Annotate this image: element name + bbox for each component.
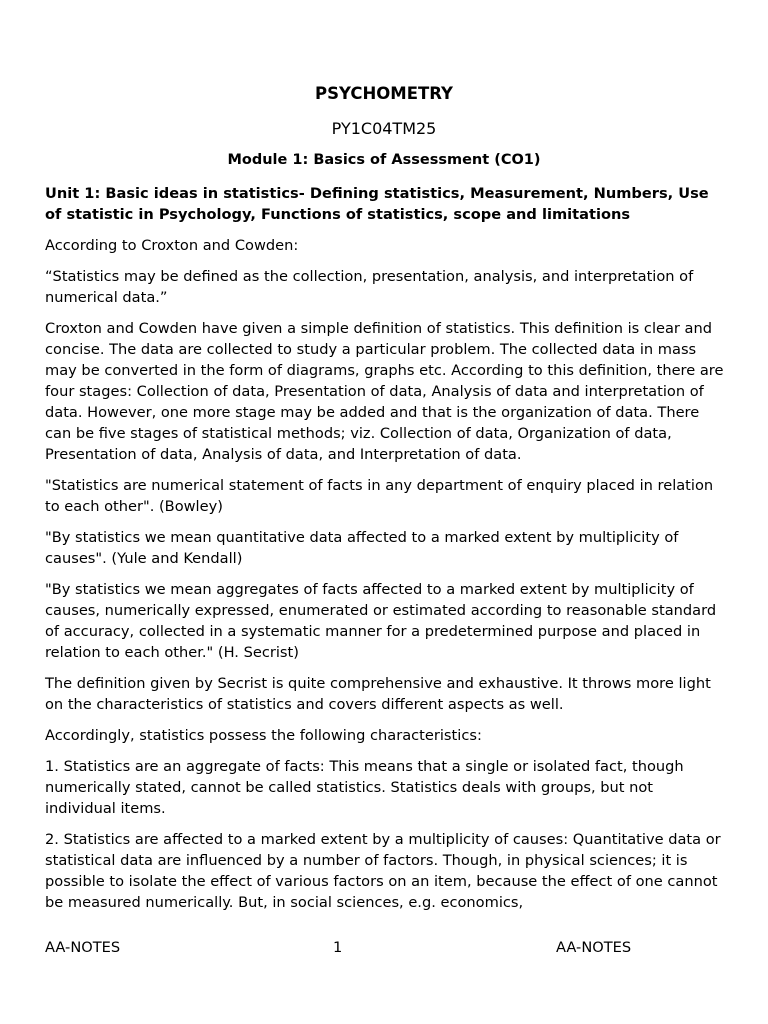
course-code: PY1C04TM25 [331,119,437,138]
paragraph: 2. Statistics are affected to a marked extent by a multiplicity of causes: Quantitative data or statistical data are influenced by a number of factors. Though, in physical sciences; it is possible to isolate the effect of various factors on an item, because the effect of one cannot be measured numerically. But, in social sciences, e.g. economics, [45,831,721,911]
paragraph: Croxton and Cowden have given a simple definition of statistics. This definition is clear and concise. The data are collected to study a particular problem. The collected data in mass may be converted in the form of diagrams, graphs etc. According to this definition, there are four stages: Collection of data, Presentation of data, Analysis of data and interpretation of data. However, one more stage may be added and that is the organization of data. There can be five stages of statistical methods; viz. Collection of data, Organization of data, Presentation of data, Analysis of data, and Interpretation of data. [45,320,724,463]
unit-heading: Unit 1: Basic ideas in statistics- Defining statistics, Measurement, Numbers, Use of statistic in Psychology, Functions of statistics, scope and limitations [45,185,709,223]
paragraph: “Statistics may be defined as the collection, presentation, analysis, and interpretation of numerical data.” [45,268,694,306]
paragraph: The definition given by Secrist is quite comprehensive and exhaustive. It throws more light on the characteristics of statistics and covers different aspects as well. [45,675,711,713]
paragraph: "By statistics we mean aggregates of facts affected to a marked extent by multiplicity of causes, numerically expressed, enumerated or estimated according to reasonable standard of accuracy, collected in a systematic manner for a predetermined purpose and placed in relation to each other." (H. Secrist) [45,581,717,661]
document-title: PSYCHOMETRY [315,84,453,103]
page-number: 1 [333,939,343,956]
module-heading: Module 1: Basics of Assessment (CO1) [227,152,541,168]
paragraph: 1. Statistics are an aggregate of facts: This means that a single or isolated fact, though numerically stated, cannot be called statistics. Statistics deals with groups, but not individual items. [45,758,684,817]
paragraph: "By statistics we mean quantitative data affected to a marked extent by multiplicity of causes". (Yule and Kendall) [45,529,679,567]
document-body [45,183,725,923]
footer-left-label: AA-NOTES [45,939,121,956]
paragraph: "Statistics are numerical statement of facts in any department of enquiry placed in relation to each other". (Bowley) [45,477,714,515]
footer-right-label: AA-NOTES [556,939,632,956]
paragraph: According to Croxton and Cowden: [45,237,299,254]
page-footer [0,939,768,959]
paragraph: Accordingly, statistics possess the following characteristics: [45,727,482,744]
